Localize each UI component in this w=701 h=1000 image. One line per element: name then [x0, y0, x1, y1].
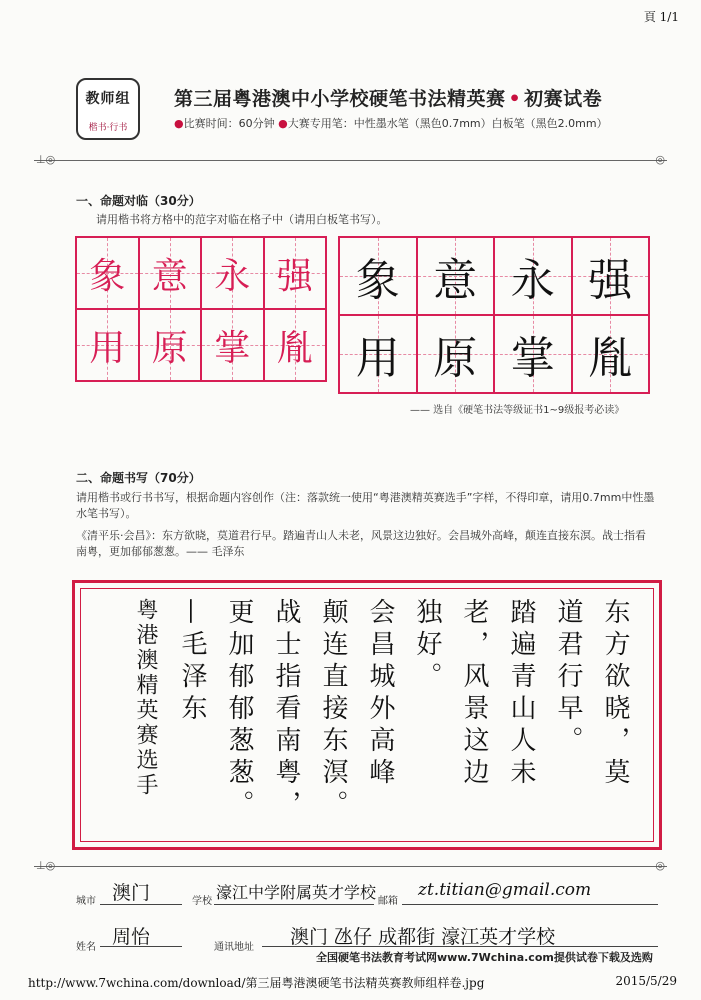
grid-cell	[264, 309, 327, 381]
section2-heading: 二、命题书写（70分）	[76, 471, 201, 485]
grid-character: 用	[89, 327, 126, 369]
grid-character: 掌	[510, 333, 555, 384]
grid-character: 永	[510, 255, 555, 306]
info-bullet-icon: ●	[278, 117, 288, 130]
grid-cell	[201, 237, 264, 309]
exam-info	[174, 115, 608, 131]
teacher-group-badge	[76, 78, 140, 140]
name-field[interactable]: 周怡	[112, 926, 151, 948]
handwriting-column: 独好。	[412, 598, 442, 694]
model-character-grid	[75, 236, 327, 382]
city-label: 城市	[76, 896, 96, 907]
handwriting-column: 老，风景这边	[459, 598, 489, 790]
grid-cell	[572, 315, 650, 393]
title-main: 第三届粤港澳中小学校硬笔书法精英赛	[174, 88, 506, 110]
grid-character: 强	[588, 255, 633, 306]
handwriting-column: 颠连直接东溟。	[318, 598, 348, 822]
footer-url[interactable]: http://www.7wchina.com/download/第三届粤港澳硬笔书法精英赛教师组样卷.jpg	[28, 976, 485, 990]
grid-cell	[572, 237, 650, 315]
grid-character: 胤	[276, 327, 313, 369]
handwriting-column: 会昌城外高峰	[365, 598, 395, 790]
handwriting-column: 更加郁郁葱葱。	[224, 598, 254, 822]
handwriting-column: 粤港澳精英赛选手	[133, 598, 158, 798]
city-field[interactable]: 澳门	[112, 882, 151, 904]
source-citation: —— 选自《硬笔书法等级证书1~9级报考必读》	[410, 405, 625, 416]
grid-character: 意	[433, 255, 478, 306]
school-field[interactable]: 濠江中学附属英才学校	[216, 883, 377, 902]
email-label: 邮箱	[378, 896, 398, 907]
handwriting-column: 道君行早。	[553, 598, 583, 758]
badge-subtitle: 楷书·行书	[88, 123, 128, 133]
section2-instruction: 请用楷书或行书书写，根据命题内容创作（注：落款统一使用“粤港澳精英赛选手”字样，不得印章，请用0.7mm中性墨水笔书写）。	[76, 491, 655, 520]
grid-cell	[264, 237, 327, 309]
time-limit: 比赛时间：60分钟	[183, 117, 275, 130]
header-divider	[34, 160, 667, 161]
divider-ornament-icon: ◎	[655, 859, 665, 872]
grid-character: 胤	[588, 333, 633, 384]
grid-character: 用	[355, 333, 400, 384]
grid-character: 永	[214, 255, 251, 297]
grid-cell	[201, 309, 264, 381]
handwriting-column: 战士指看南粤，	[271, 598, 301, 822]
badge-title: 教师组	[85, 91, 131, 107]
grid-cell	[76, 237, 139, 309]
grid-cell	[339, 237, 417, 315]
grid-cell	[339, 315, 417, 393]
email-field[interactable]: zt.titian@gmail.com	[418, 880, 592, 900]
title-suffix: 初赛试卷	[524, 88, 603, 110]
grid-character: 原	[433, 333, 478, 384]
poem-text: 《清平乐·会昌》：东方欲晓，莫道君行早。踏遍青山人未老，风景这边独好。会昌城外高峰，颠连直接东溟。战士指看南粤，更加郁郁葱葱。—— 毛泽东	[76, 529, 646, 558]
grid-cell	[417, 237, 495, 315]
address-underline	[262, 946, 658, 947]
grid-cell	[494, 237, 572, 315]
name-label: 姓名	[76, 942, 96, 953]
city-underline	[100, 904, 182, 905]
footer-notice: 全国硬笔书法教育考试网www.7Wchina.com提供试卷下载及选购	[316, 951, 653, 964]
divider-ornament-icon: ⊥◎	[36, 859, 56, 872]
address-label: 通讯地址	[214, 942, 254, 953]
name-underline	[100, 946, 182, 947]
grid-character: 强	[276, 255, 313, 297]
grid-cell	[139, 309, 202, 381]
email-underline	[402, 904, 658, 905]
section1-heading: 一、命题对临（30分）	[76, 194, 201, 208]
divider-ornament-icon: ◎	[655, 153, 665, 166]
school-underline	[214, 904, 374, 905]
footer-date: 2015/5/29	[615, 974, 677, 988]
grid-character: 掌	[214, 327, 251, 369]
school-label: 学校	[192, 896, 212, 907]
grid-cell	[76, 309, 139, 381]
title-dot: •	[508, 88, 522, 110]
section1-instruction: 请用楷书将方格中的范字对临在格子中（请用白板笔书写）。	[96, 213, 388, 226]
grid-character: 象	[355, 255, 400, 306]
grid-character: 象	[89, 255, 126, 297]
handwriting-column: —毛泽东	[177, 598, 207, 726]
form-divider	[34, 866, 667, 867]
page-number: 頁 1/1	[643, 10, 679, 24]
handwriting-column: 踏遍青山人未	[506, 598, 536, 790]
address-field[interactable]: 澳门 氹仔 成都街 濠江英才学校	[290, 926, 556, 948]
grid-cell	[417, 315, 495, 393]
copy-character-grid	[338, 236, 650, 394]
grid-cell	[139, 237, 202, 309]
divider-ornament-icon: ⊥◎	[36, 153, 56, 166]
handwriting-column: 东方欲晓，莫	[600, 598, 630, 790]
info-bullet-icon: ●	[174, 117, 184, 130]
pen-requirement: 大赛专用笔：中性墨水笔（黑色0.7mm）白板笔（黑色2.0mm）	[287, 117, 608, 130]
page-title	[174, 84, 602, 111]
grid-character: 意	[151, 255, 188, 297]
grid-character: 原	[151, 327, 188, 369]
grid-cell	[494, 315, 572, 393]
